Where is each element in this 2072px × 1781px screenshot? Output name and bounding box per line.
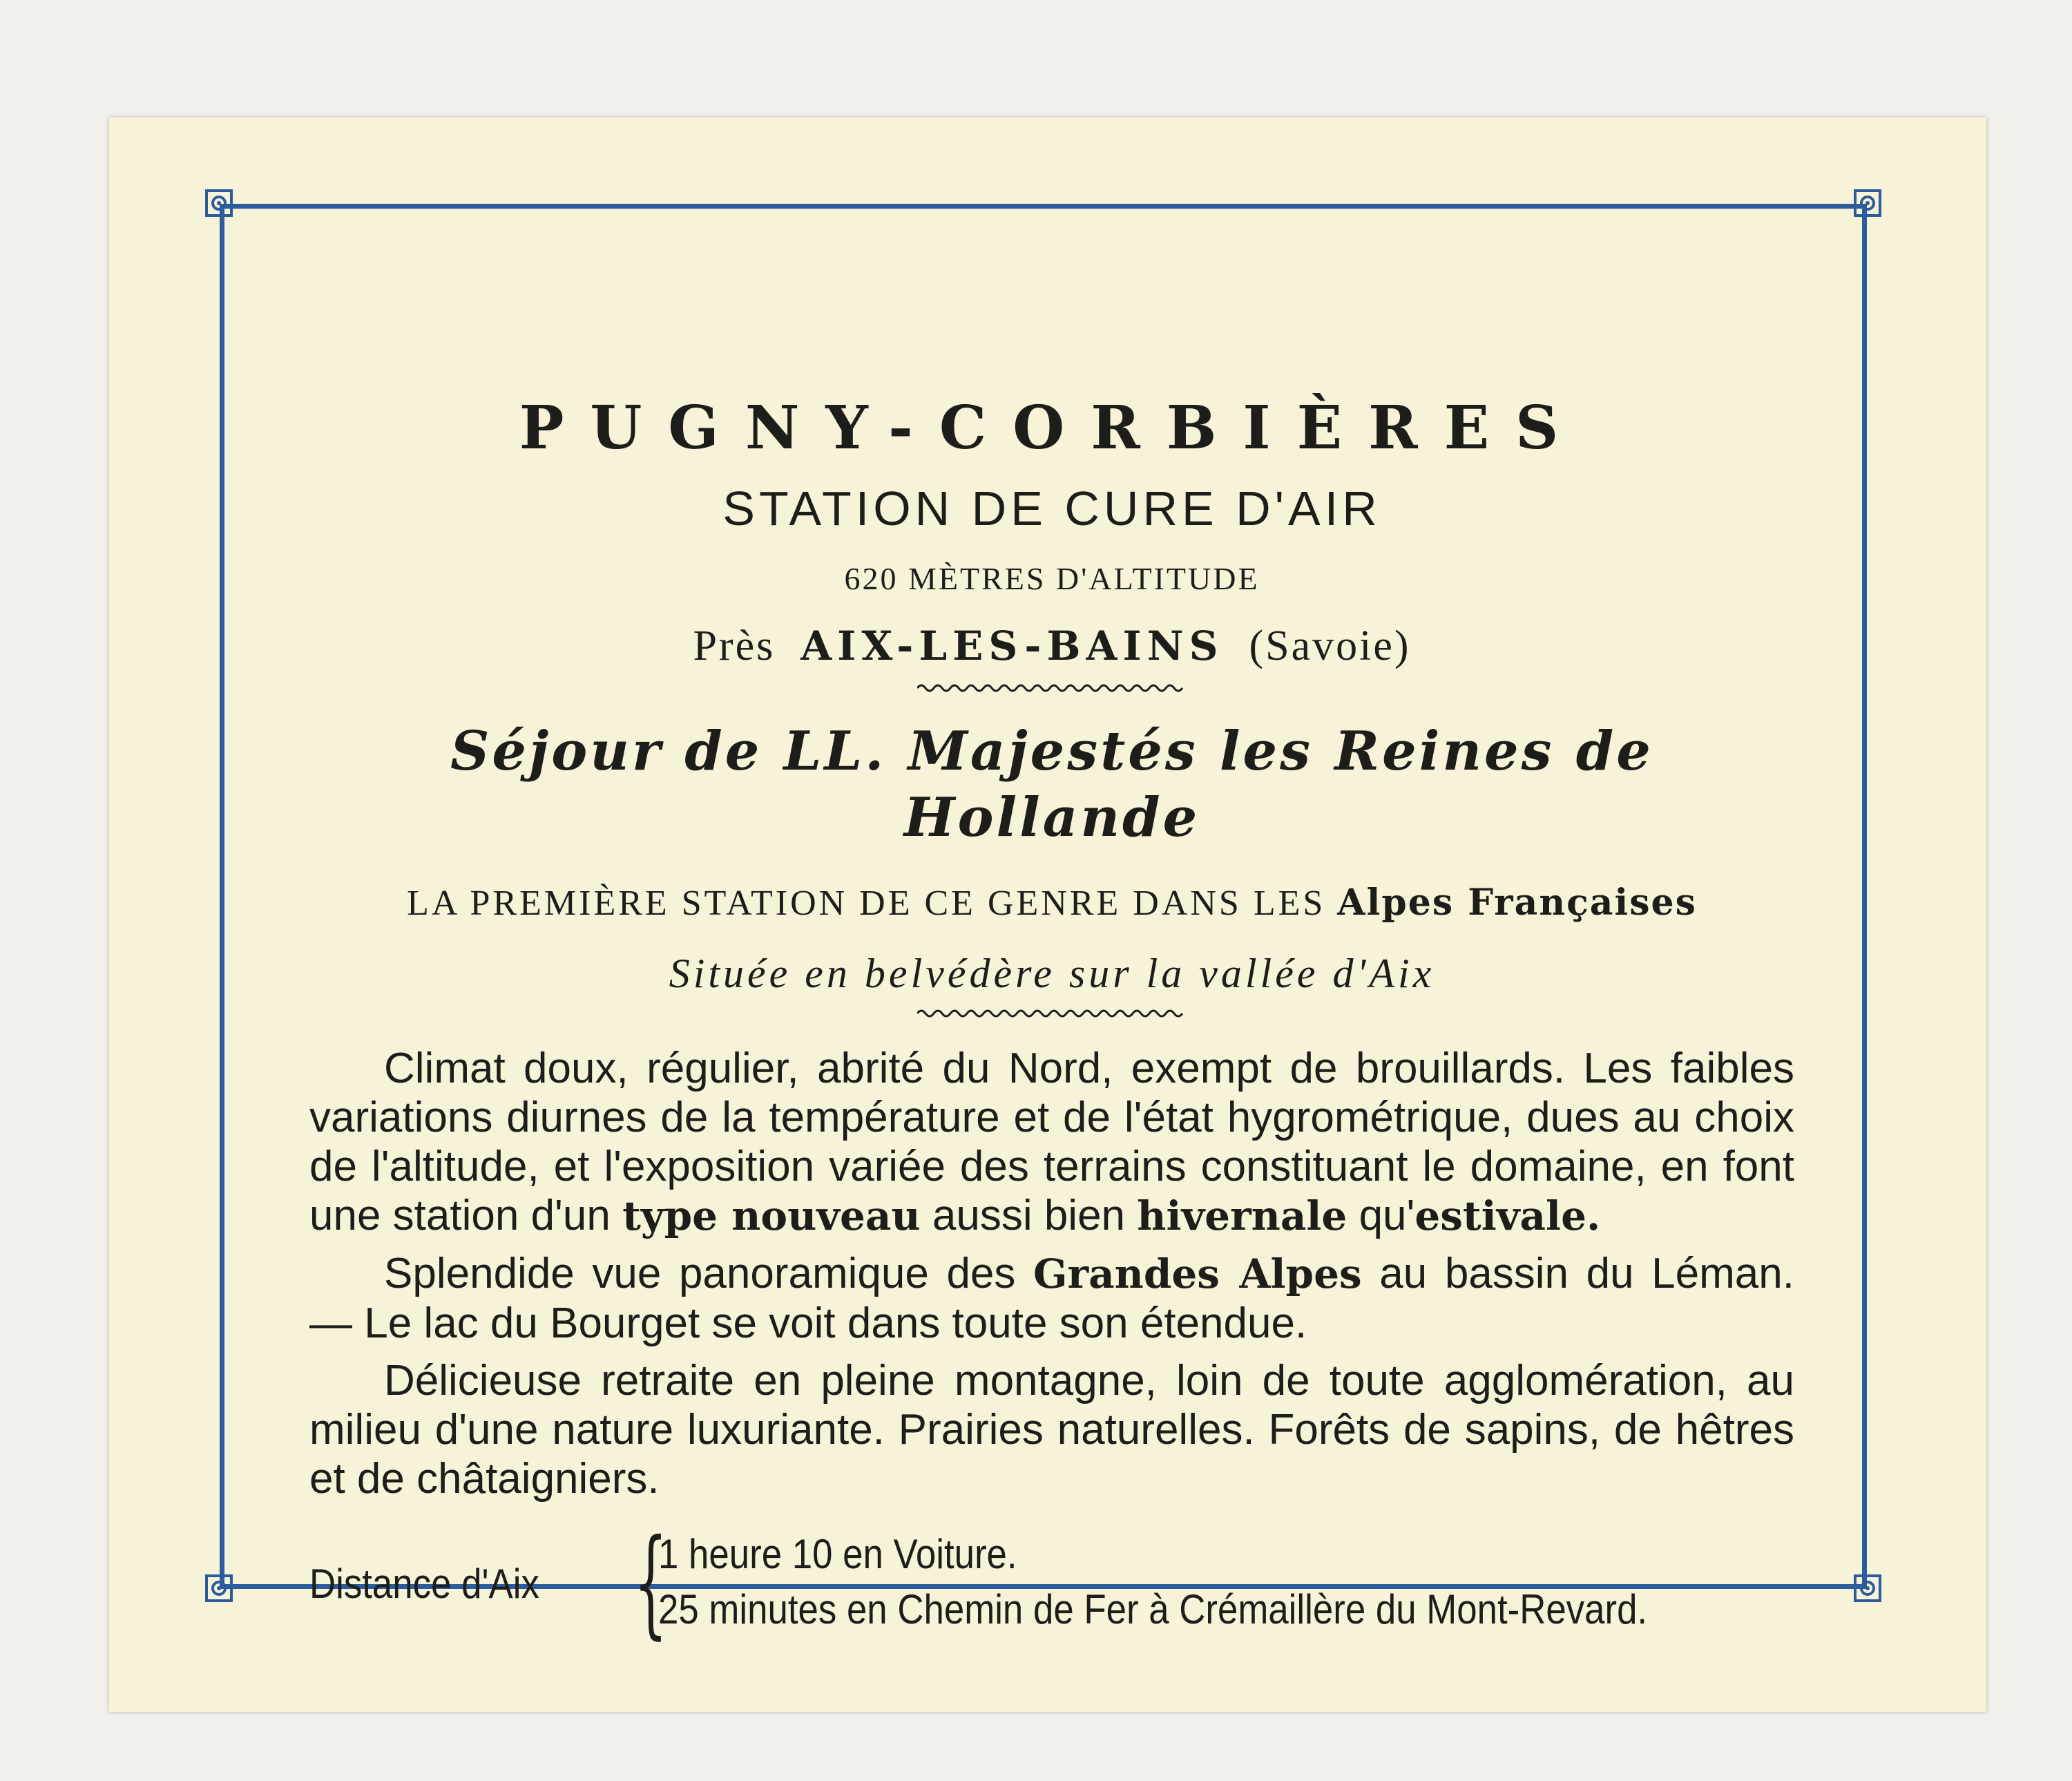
wavy-divider-icon bbox=[917, 683, 1187, 694]
distance-lines bbox=[658, 1527, 1647, 1637]
corner-ornament-icon bbox=[1852, 1573, 1883, 1603]
climate-winter: hivernale bbox=[1137, 1192, 1347, 1239]
climate-type: type nouveau bbox=[622, 1192, 921, 1239]
view-text-2: au bassin du Léman. — Le lac du Bourget se voit dans toute son étendue. bbox=[309, 1250, 1794, 1347]
view-paragraph bbox=[309, 1249, 1794, 1348]
corner-ornament-icon bbox=[204, 1573, 234, 1603]
distance-railway: 25 minutes en Chemin de Fer à Crémaillère du Mont-Revard. bbox=[658, 1586, 1648, 1632]
first-station-line bbox=[309, 882, 1794, 925]
card-subtitle: STATION DE CURE D'AIR bbox=[722, 482, 1381, 535]
climate-paragraph bbox=[309, 1044, 1794, 1241]
view-strong: Grandes Alpes bbox=[1033, 1250, 1362, 1297]
view-text: Splendide vue panoramique des bbox=[384, 1250, 1016, 1297]
postcard bbox=[109, 117, 1986, 1712]
corner-ornament-icon bbox=[1852, 188, 1883, 218]
retreat-paragraph: Délicieuse retraite en pleine montagne, loin de toute agglomération, au milieu d'une nature luxuriante. Prairies naturelles. Forêts de sapins, de hêtres et de châtaigniers. bbox=[309, 1357, 1794, 1503]
altitude-line: 620 MÈTRES D'ALTITUDE bbox=[844, 561, 1260, 596]
first-station-prefix: LA PREMIÈRE STATION DE CE GENRE DANS LES bbox=[407, 884, 1326, 923]
distance-block bbox=[309, 1514, 1794, 1651]
climate-text-2: aussi bien bbox=[932, 1192, 1126, 1239]
first-station-strong: Alpes Françaises bbox=[1337, 882, 1697, 924]
royal-stay-line: Séjour de LL. Majestés les Reines de Hollande bbox=[450, 720, 1653, 849]
distance-carriage: 1 heure 10 en Voiture. bbox=[658, 1531, 1017, 1577]
corner-ornament-icon bbox=[204, 188, 234, 218]
climate-text: Climat doux, régulier, abrité du Nord, exempt de brouillards. Les faibles variations diurnes de la température et de l'état hygrométrique, dues au choix de l'altitude, et l'exposition variée des terrains constituant le domaine, en font une station d'un bbox=[309, 1045, 1794, 1239]
location-prefix: Près bbox=[693, 622, 776, 669]
card-title: PUGNY-CORBIÈRES bbox=[519, 393, 1585, 463]
location-line bbox=[309, 619, 1794, 673]
climate-summer: estivale. bbox=[1414, 1192, 1601, 1239]
location-description: Située en belvédère sur la vallée d'Aix bbox=[669, 951, 1435, 996]
wavy-divider-icon bbox=[917, 1008, 1187, 1019]
location-region: (Savoie) bbox=[1249, 622, 1411, 669]
climate-text-3: qu' bbox=[1359, 1192, 1415, 1239]
location-place: AIX-LES-BAINS bbox=[800, 622, 1224, 669]
card-content bbox=[309, 276, 1794, 1651]
brace-icon: { bbox=[633, 1514, 668, 1651]
distance-label: Distance d'Aix bbox=[309, 1561, 539, 1607]
